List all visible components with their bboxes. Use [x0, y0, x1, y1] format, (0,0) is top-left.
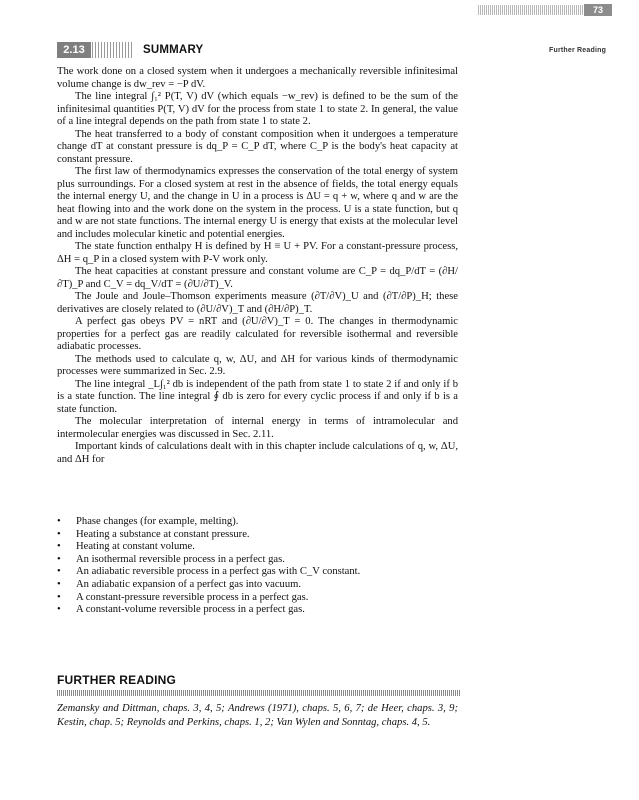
- further-reading-text: Zemansky and Dittman, chaps. 3, 4, 5; Andrews (1971), chaps. 5, 6, 7; de Heer, chaps. 3, 9; Kestin, chap. 5; Reynolds and Perkins, chaps. 1, 2; Van Wylen and Sonntag, chaps. 4, 5.: [57, 703, 458, 728]
- further-reading-stripe-decoration: [57, 690, 461, 696]
- list-item: • An adiabatic reversible process in a perfect gas with C_V constant.: [57, 566, 457, 579]
- list-item: • Phase changes (for example, melting).: [57, 516, 457, 529]
- calculation-list: [57, 516, 457, 617]
- paragraph: A perfect gas obeys PV = nRT and (∂U/∂V)_T = 0. The changes in thermodynamic properties for a perfect gas are readily calculated for reversible isothermal and reversible adiabatic processes.: [57, 316, 458, 352]
- paragraph: The first law of thermodynamics expresses the conservation of the total energy of system plus surroundings. For a closed system at rest in the absence of fields, the total energy equals the internal energy U, and the change in U in a process is ΔU = q + w, where q and w are the heat flowing into and the work done on the system in the process. U is a state function, but q and w are not state functions. The internal energy U is energy that exists at the molecular level and includes molecular kinetic and potential energies.: [57, 166, 458, 240]
- summary-body: [57, 66, 458, 466]
- list-item: • An isothermal reversible process in a perfect gas.: [57, 554, 457, 567]
- paragraph: Important kinds of calculations dealt with in this chapter include calculations of q, w, ΔU, and ΔH for: [57, 441, 458, 465]
- paragraph: The heat transferred to a body of constant composition when it undergoes a temperature change dT at constant pressure is dq_P = C_P dT, where C_P is the body's heat capacity at constant pressure.: [57, 128, 458, 165]
- section-stripe-decoration: [92, 42, 132, 58]
- list-item: • Heating a substance at constant pressure.: [57, 529, 457, 542]
- running-head: Further Reading: [549, 47, 607, 54]
- further-reading-title: FURTHER READING: [57, 673, 176, 687]
- section-number-badge: 2.13: [57, 42, 91, 58]
- paragraph: The molecular interpretation of internal energy in terms of intramolecular and intermolecular energies was discussed in Sec. 2.11.: [57, 416, 458, 440]
- paragraph: The work done on a closed system when it undergoes a mechanically reversible infinitesimal volume change is dw_rev = −P dV.: [57, 66, 458, 90]
- paragraph: The methods used to calculate q, w, ΔU, and ΔH for various kinds of thermodynamic processes were summarized in Sec. 2.9.: [57, 353, 458, 377]
- section-title: SUMMARY: [143, 44, 204, 56]
- paragraph: The state function enthalpy H is defined by H ≡ U + PV. For a constant-pressure process, ΔH = q_P in a closed system with P-V work only.: [57, 241, 458, 265]
- page-number: 73: [584, 4, 612, 16]
- paragraph: The line integral _L∫₁² db is independent of the path from state 1 to state 2 if and only if b is a state function. The line integral ∮ db is zero for every cyclic process if and only if b is a state function.: [57, 378, 458, 415]
- list-item: • Heating at constant volume.: [57, 541, 457, 554]
- list-item: • An adiabatic expansion of a perfect gas into vacuum.: [57, 579, 457, 592]
- list-item: • A constant-volume reversible process in a perfect gas.: [57, 604, 457, 617]
- paragraph: The Joule and Joule–Thomson experiments measure (∂T/∂V)_U and (∂T/∂P)_H; these derivatives are closely related to (∂U/∂V)_T and (∂H/∂P)_T.: [57, 291, 458, 315]
- list-item: • A constant-pressure reversible process in a perfect gas.: [57, 592, 457, 605]
- paragraph: The heat capacities at constant pressure and constant volume are C_P = dq_P/dT = (∂H/∂T)_P and C_V = dq_V/dT = (∂U/∂T)_V.: [57, 266, 458, 290]
- paragraph: The line integral ∫₁² P(T, V) dV (which equals −w_rev) is defined to be the sum of the infinitesimal quantities P(T, V) dV for the process from state 1 to state 2. In general, the value of a line integral depends on the path from state 1 to state 2.: [57, 91, 458, 127]
